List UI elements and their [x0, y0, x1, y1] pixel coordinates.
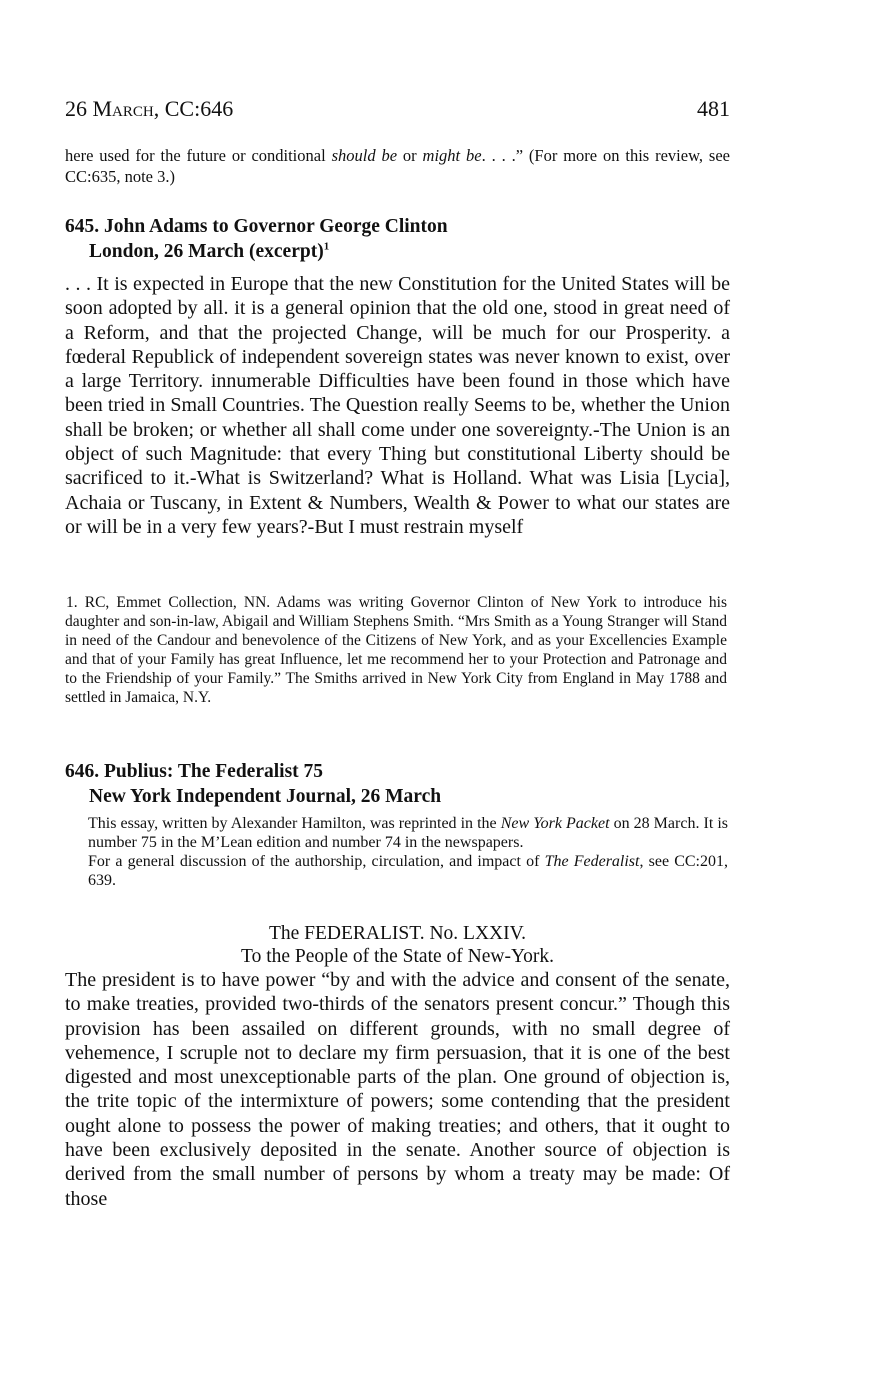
- carryover-text: here used for the future or conditional should be or might be. . . .” (For more on this review, see CC:635, note 3.): [65, 146, 730, 186]
- doc-646-title: 646. Publius: The Federalist 75: [65, 761, 324, 782]
- running-head-doc-number: CC:646: [164, 96, 234, 121]
- page-number: 481: [697, 96, 730, 121]
- footnote-marker: 1: [323, 240, 330, 253]
- doc-645-footnote: 1. RC, Emmet Collection, NN. Adams was writing Governor Clinton of New York to introduce his daughter and son-in-law, Abigail and William Stephens Smith. “Mrs Smith as a Young Stranger will Stand in need of the Candour and benevolence of the Citizens of New York, and as your Excellencies Example and that of your Family has great Influence, let me recommend her to your Protection and Patronage and to the Friendship of your Family.” The Smiths arrived in New York City from England in May 1788 and settled in Jamaica, N.Y.: [65, 594, 727, 706]
- doc-646-heading: [65, 759, 730, 809]
- essay-title: The FEDERALIST. No. LXXIV.: [268, 923, 527, 944]
- doc-645-body: . . . It is expected in Europe that the new Constitution for the United States will be soon adopted by all. it is a general opinion that the old one, stood in great need of a Reform, and that the projected Change, will be much for our Prosperity. a fœderal Republick of independent sovereign states was never known to exist, over a large Territory. innumerable Difficulties have been found in those which have been tried in Small Countries. The Question really Seems to be, whether the Union shall be broken; or whether all shall come under one sovereignty.-The Union is an object of such Magnitude: that every Thing but constitutional Liberty should be sacrificed to it.-What is Switzerland? What is Holland. What was Lisia [Lycia], Achaia or Tuscany, in Extent & Numbers, Wealth & Power to what our states are or will be in a very few years?-But I must restrain myself: [65, 273, 730, 538]
- doc-645-subtitle: London, 26 March (excerpt)$^1$: [89, 240, 330, 262]
- running-head-date: 26 March: [65, 96, 154, 121]
- running-head-left: 26 March, CC:646: [65, 96, 234, 121]
- doc-646-body: The president is to have power “by and with the advice and consent of the senate, to make treaties, provided two-thirds of the senators present concur.” Though this provision has been assailed on different grounds, with no small degree of vehemence, I scruple not to declare my firm persuasion, that it is one of the best digested and most unexceptionable parts of the plan. One ground of objection is, the trite topic of the intermixture of powers; some contending that the president ought alone to possess the power of making treaties; and others, that it ought to have been exclusively deposited in the senate. Another source of objection is derived from the small number of persons by whom a treaty may be made: Of those: [65, 969, 730, 1210]
- headnote-paragraph-1: This essay, written by Alexander Hamilton, was reprinted in the New York Packet on 28 March. It is number 75 in the M’Lean edition and number 74 in the newspapers.: [88, 815, 728, 851]
- essay-address: To the People of the State of New-York.: [241, 946, 554, 967]
- doc-645-title: 645. John Adams to Governor George Clinton: [65, 216, 448, 237]
- doc-646-headnote: [88, 814, 728, 890]
- headnote-paragraph-2: For a general discussion of the authorship, circulation, and impact of The Federalist, see CC:201, 639.: [88, 853, 729, 889]
- doc-646-subtitle: New York Independent Journal, 26 March: [89, 786, 442, 807]
- doc-645-heading: [65, 214, 730, 264]
